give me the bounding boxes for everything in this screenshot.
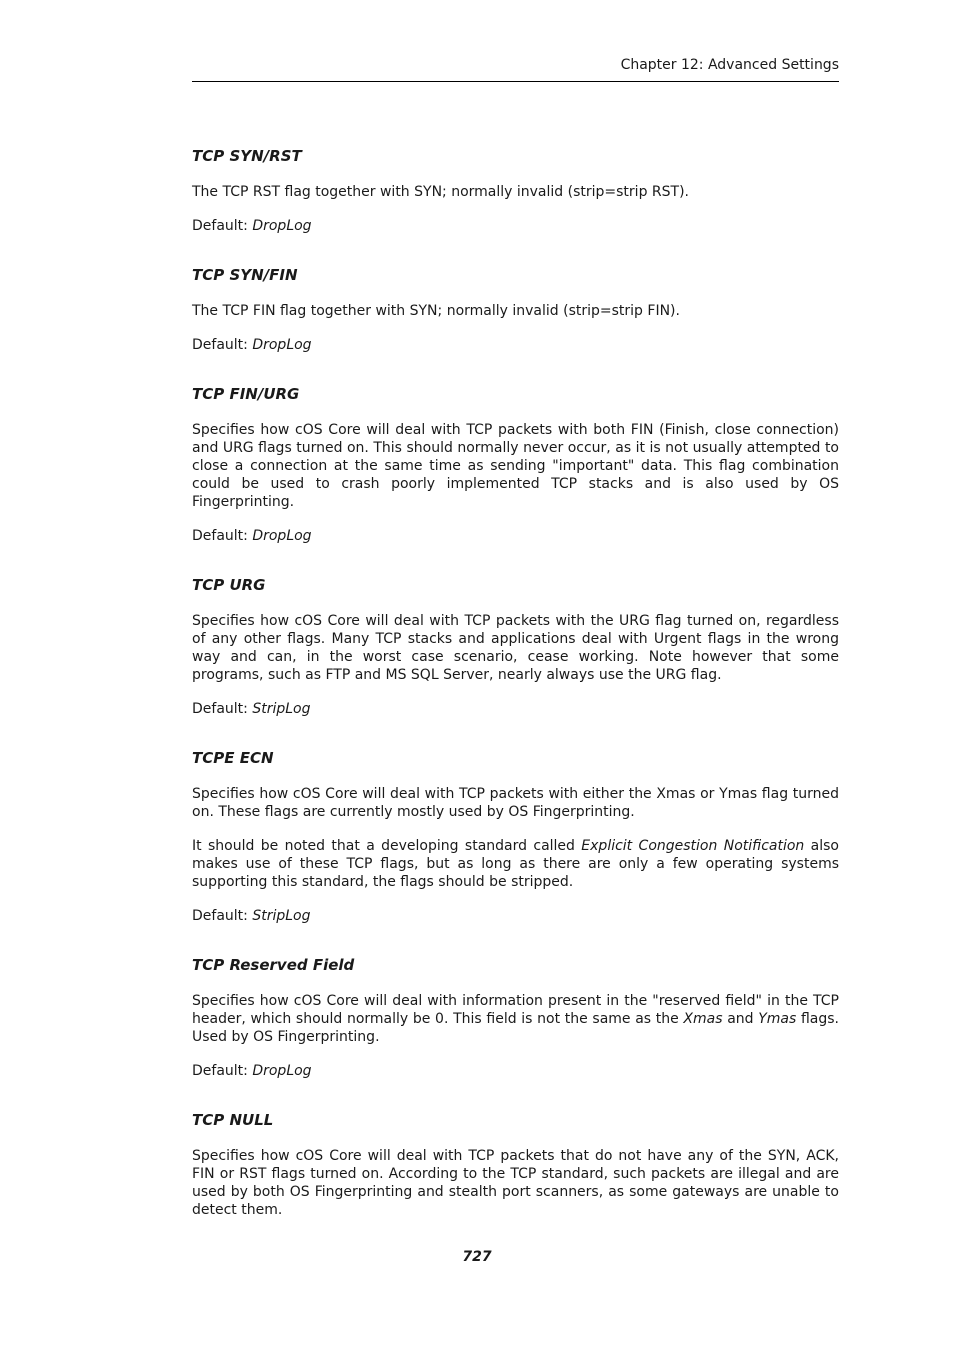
term-xmas: Xmas	[683, 1011, 723, 1027]
section-description: Specifies how cOS Core will deal with TCP packets with either the Xmas or Ymas flag turned on. These flags are currently mostly used by OS Fingerprinting.	[192, 786, 839, 820]
default-label: Default:	[192, 528, 248, 544]
default-label: Default:	[192, 908, 248, 924]
section-description: The TCP RST flag together with SYN; normally invalid (strip=strip RST).	[192, 184, 689, 200]
chapter-title: Chapter 12: Advanced Settings	[620, 57, 839, 73]
section-tcp-urg	[192, 574, 839, 718]
default-label: Default:	[192, 218, 248, 234]
section-description: Specifies how cOS Core will deal with TCP packets with both FIN (Finish, close connection) and URG flags turned on. This should normally never occur, as it is not usually attempted to close a connection at the same time as sending "important" data. This flag combination could be used to crash poorly implemented TCP stacks and is also used by OS Fingerprinting.	[192, 422, 839, 510]
section-title: TCP NULL	[192, 1111, 274, 1129]
default-value: DropLog	[252, 1063, 312, 1079]
default-line	[192, 1062, 839, 1080]
section-title: TCPE ECN	[192, 749, 274, 767]
section-note: It should be noted that a developing standard called Explicit Congestion Notification also makes use of these TCP flags, but as long as there are only a few operating systems supporting this standard, the flags should be stripped.	[192, 838, 839, 890]
term-ecn: Explicit Congestion Notification	[581, 838, 805, 854]
default-value: DropLog	[252, 528, 312, 544]
section-title: TCP URG	[192, 576, 266, 594]
page-content	[192, 145, 839, 1248]
section-description: Specifies how cOS Core will deal with TCP packets with the URG flag turned on, regardless of any other flags. Many TCP stacks and applications deal with Urgent flags in the wrong way and can, in the worst case scenario, cease working. Note however that some programs, such as FTP and MS SQL Server, nearly always use the URG flag.	[192, 613, 839, 683]
default-value: DropLog	[252, 218, 312, 234]
section-tcp-fin-urg	[192, 383, 839, 545]
section-tcp-syn-fin	[192, 264, 839, 354]
section-tcp-syn-rst	[192, 145, 839, 235]
default-label: Default:	[192, 337, 248, 353]
default-line	[192, 336, 839, 354]
default-line	[192, 700, 839, 718]
default-value: StripLog	[252, 701, 311, 717]
default-line	[192, 907, 839, 925]
section-title: TCP SYN/FIN	[192, 266, 298, 284]
section-title: TCP Reserved Field	[192, 956, 355, 974]
page-header	[192, 55, 839, 82]
page-number: 727	[462, 1249, 492, 1265]
section-tcp-reserved-field	[192, 954, 839, 1080]
section-description: Specifies how cOS Core will deal with information present in the "reserved field" in the TCP header, which should normally be 0. This field is not the same as the Xmas and Ymas flags. Used by OS Fingerprinting.	[192, 993, 839, 1045]
section-tcp-null	[192, 1109, 839, 1219]
section-title: TCP FIN/URG	[192, 385, 300, 403]
section-tcpe-ecn	[192, 747, 839, 925]
default-line	[192, 217, 839, 235]
default-label: Default:	[192, 701, 248, 717]
default-line	[192, 527, 839, 545]
section-title: TCP SYN/RST	[192, 147, 302, 165]
section-description: Specifies how cOS Core will deal with TCP packets that do not have any of the SYN, ACK, FIN or RST flags turned on. According to the TCP standard, such packets are illegal and are used by both OS Fingerprinting and stealth port scanners, as some gateways are unable to detect them.	[192, 1148, 839, 1218]
default-value: DropLog	[252, 337, 312, 353]
section-description: The TCP FIN flag together with SYN; normally invalid (strip=strip FIN).	[192, 303, 680, 319]
default-label: Default:	[192, 1063, 248, 1079]
term-ymas: Ymas	[758, 1011, 797, 1027]
default-value: StripLog	[252, 908, 311, 924]
